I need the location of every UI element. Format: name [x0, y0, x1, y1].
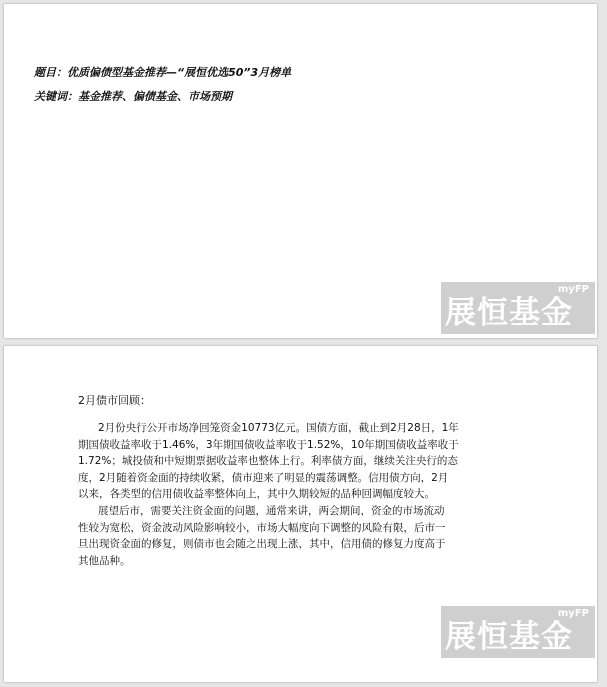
document-title: 题目：优质偏债型基金推荐—“展恒优选50”3月榜单 [34, 66, 292, 79]
section-body [78, 420, 524, 569]
section-heading: 2月债市回顾： [78, 394, 151, 407]
document-page-1 [4, 4, 597, 338]
watermark-myfp-text: myFP [557, 284, 589, 295]
body-line: 其他品种。 [78, 554, 131, 567]
watermark-brand-text: 展恒基金 [445, 619, 573, 655]
body-line: 度，2月随着资金面的持续收紧，债市迎来了明显的震荡调整。信用债方向，2月 [78, 471, 449, 484]
body-line: 期国债收益率收于1.46%，3年期国债收益率收于1.52%，10年期国债收益率收于 [78, 438, 459, 451]
brand-watermark-logo [441, 606, 595, 658]
watermark-myfp-text: myFP [557, 608, 589, 619]
body-line: 2月份央行公开市场净回笼资金10773亿元。国债方面，截止到2月28日，1年 [98, 422, 459, 434]
body-line: 1.72%；城投债和中短期票据收益率也整体上行。利率债方面，继续关注央行的态 [78, 455, 458, 468]
document-page-2 [4, 346, 597, 682]
body-line: 展望后市，需要关注资金面的问题，通常来讲，两会期间，资金的市场流动 [98, 504, 445, 517]
body-line: 旦出现资金面的修复，则债市也会随之出现上涨，其中，信用债的修复力度高于 [78, 538, 446, 551]
document-keywords: 关键词：基金推荐、偏债基金、市场预期 [34, 90, 232, 103]
body-line: 性较为宽松，资金波动风险影响较小，市场大幅度向下调整的风险有限，后市一 [78, 521, 446, 534]
brand-watermark-logo [441, 282, 595, 334]
watermark-brand-text: 展恒基金 [445, 295, 573, 331]
body-line: 以来，各类型的信用债收益率整体向上，其中久期较短的品种回调幅度较大。 [78, 488, 435, 501]
